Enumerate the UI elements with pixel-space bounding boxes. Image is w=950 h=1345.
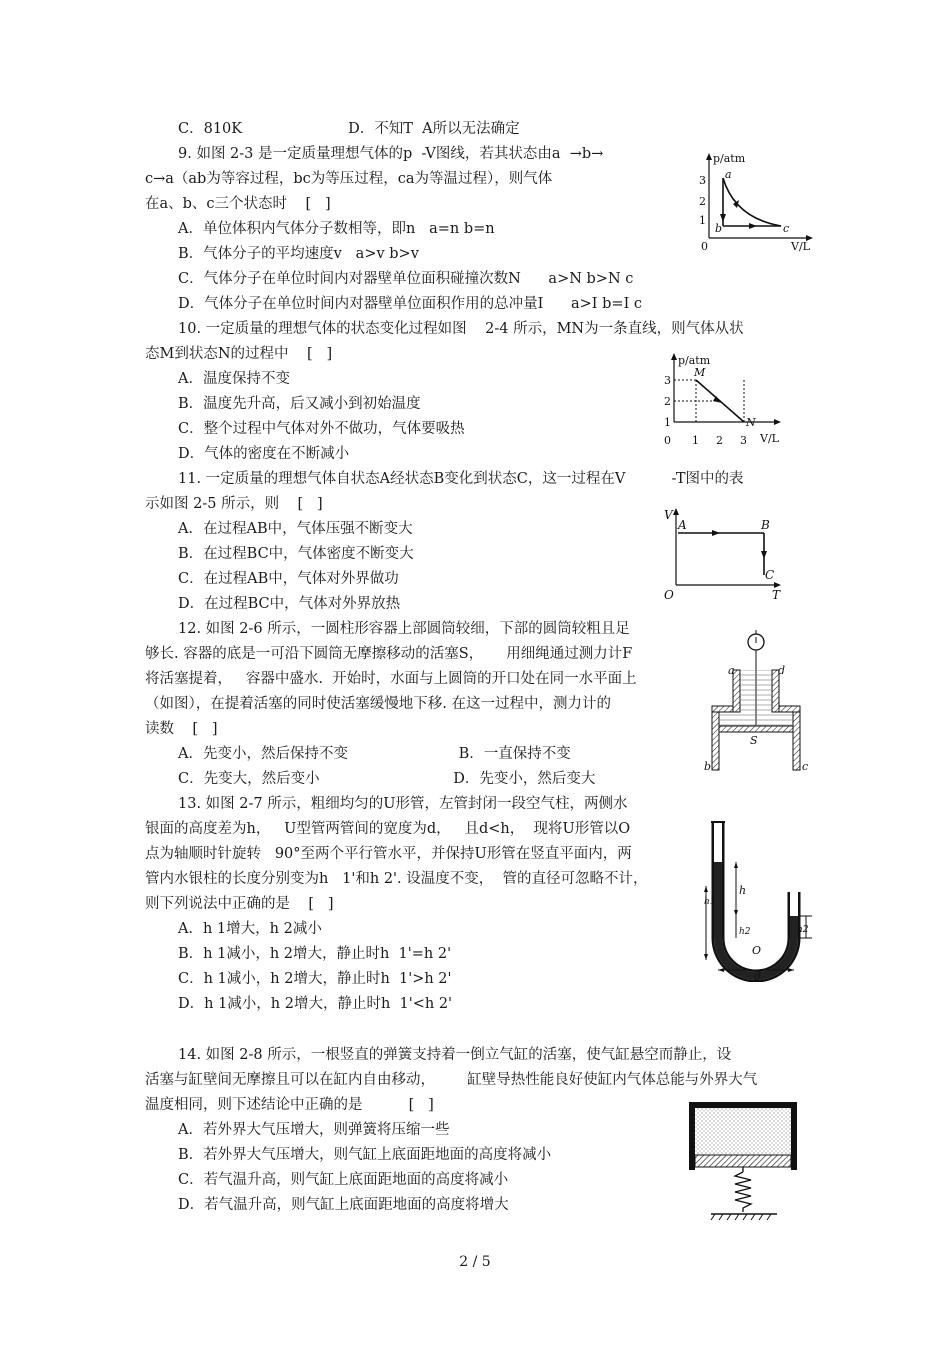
x-axis-label: V/L xyxy=(791,240,810,253)
figure-2-4 xyxy=(660,350,785,455)
text-line: B．h 1减小，h 2增大，静止时h 1'=h 2' xyxy=(178,946,452,962)
origin-label: O xyxy=(664,588,674,602)
text-line: B．温度先升高，后又减小到初始温度 xyxy=(178,396,421,412)
text-line: 够长. 容器的底是一可沿下圆筒无摩擦移动的活塞S， 用细绳通过测力计F xyxy=(145,646,633,662)
text-line: 银面的高度差为h， U型管两管间的宽度为d， 且d<h， 现将U形管以O xyxy=(145,821,631,837)
point-label: B xyxy=(761,518,770,532)
text-line: D．在过程BC中，气体对外界放热 xyxy=(178,596,401,612)
text-line: 将活塞提着， 容器中盛水. 开始时，水面与上圆筒的开口处在同一水平面上 xyxy=(145,671,637,687)
text-line: 则下列说法中正确的是 [ ] xyxy=(145,896,334,912)
text-line: C．气体分子在单位时间内对器壁单位面积碰撞次数N a>N b>N c xyxy=(178,271,634,287)
label-h: h xyxy=(739,884,747,897)
text-line: c→a（ab为等容过程，bc为等压过程，ca为等温过程），则气体 xyxy=(145,171,553,187)
text-line: 读数 [ ] xyxy=(145,721,218,737)
label-h2: h2 xyxy=(797,925,809,935)
figure-2-3 xyxy=(695,150,815,255)
text-line: C．先变大，然后变小 D．先变小，然后变大 xyxy=(178,771,596,787)
tick-label: 2 xyxy=(716,434,723,447)
text-line: 点为轴顺时针旋转 90°至两个平行管水平，并保持U形管在竖直平面内，两 xyxy=(145,846,632,862)
tick-label: 0 xyxy=(664,434,671,447)
text-line: C．810K D．不知T A所以无法确定 xyxy=(178,121,520,137)
label-d: d xyxy=(778,664,786,677)
text-line: （如图），在提着活塞的同时使活塞缓慢地下移. 在这一过程中，测力计的 xyxy=(145,696,611,712)
text-line: A．温度保持不变 xyxy=(178,371,290,387)
point-label: a xyxy=(725,168,732,181)
text-line: 活塞与缸壁间无摩擦且可以在缸内自由移动， 缸壁导热性能良好使缸内气体总能与外界大气 xyxy=(145,1072,758,1088)
text-line: 10. 一定质量的理想气体的状态变化过程如图 2-4 所示，MN为一条直线，则气体从状 xyxy=(178,321,744,337)
text-line: 管内水银柱的长度分别变为h 1'和h 2'. 设温度不变， 管的直径可忽略不计， xyxy=(145,871,648,887)
tick-label: 3 xyxy=(699,174,706,187)
figure-2-5 xyxy=(660,505,785,605)
text-line: B．若外界大气压增大，则气缸上底面距地面的高度将减小 xyxy=(178,1147,552,1163)
point-label: N xyxy=(746,416,756,429)
label-c: c xyxy=(802,760,809,773)
text-line: 11. 一定质量的理想气体自状态A经状态B变化到状态C，这一过程在V -T图中的表 xyxy=(178,471,744,487)
text-line: 示如图 2-5 所示，则 [ ] xyxy=(145,496,323,512)
text-line: D．若气温升高，则气缸上底面距地面的高度将增大 xyxy=(178,1197,509,1213)
label-a: a xyxy=(728,664,735,677)
text-line: 9. 如图 2-3 是一定质量理想气体的p -V图线，若其状态由a →b→ xyxy=(178,146,604,162)
text-line: B．在过程BC中，气体密度不断变大 xyxy=(178,546,414,562)
figure-2-6 xyxy=(700,628,810,778)
text-line: C．若气温升高，则气缸上底面距地面的高度将减小 xyxy=(178,1172,509,1188)
point-label: b xyxy=(715,222,723,235)
label-O: O xyxy=(752,944,762,957)
tick-label: 2 xyxy=(699,195,706,208)
text-line: 温度相同，则下述结论中正确的是 [ ] xyxy=(145,1097,434,1113)
label-h2: h2 xyxy=(739,927,751,937)
tick-label: 3 xyxy=(740,434,747,447)
y-axis-label: p/atm xyxy=(713,152,746,165)
text-line: 13. 如图 2-7 所示，粗细均匀的U形管，左管封闭一段空气柱，两侧水 xyxy=(178,796,628,812)
page-number: 2 / 5 xyxy=(459,1254,491,1270)
figure-2-8 xyxy=(685,1100,805,1230)
tick-label: 3 xyxy=(664,374,671,387)
text-line: 在a、b、c三个状态时 [ ] xyxy=(145,196,331,212)
tick-label: 2 xyxy=(664,395,671,408)
text-line: A．先变小，然后保持不变 B．一直保持不变 xyxy=(178,746,571,762)
text-line: B．气体分子的平均速度v a>v b>v xyxy=(178,246,419,262)
x-axis-label: V/L xyxy=(760,432,779,445)
text-line: D．气体的密度在不断减小 xyxy=(178,446,350,462)
text-line: 12. 如图 2-6 所示，一圆柱形容器上部圆筒较细，下部的圆筒较粗且足 xyxy=(178,621,630,637)
tick-label: 1 xyxy=(692,434,699,447)
y-axis-label: p/atm xyxy=(678,354,711,367)
text-line: 14. 如图 2-8 所示，一根竖直的弹簧支持着一倒立气缸的活塞，使气缸悬空而静止，设 xyxy=(178,1047,732,1063)
label-S: S xyxy=(750,734,758,747)
y-axis-label: V xyxy=(664,508,673,522)
point-label: M xyxy=(694,366,706,379)
text-line: A．单位体积内气体分子数相等，即n a=n b=n xyxy=(178,221,495,237)
text-line: D．h 1减小，h 2增大，静止时h 1'<h 2' xyxy=(178,996,453,1012)
tick-label: 1 xyxy=(699,214,706,227)
tick-label: 1 xyxy=(664,416,671,429)
text-line: A．若外界大气压增大，则弹簧将压缩一些 xyxy=(178,1122,450,1138)
point-label: C xyxy=(765,568,775,582)
text-line: A．h 1增大，h 2减小 xyxy=(178,921,322,937)
text-line: A．在过程AB中，气体压强不断变大 xyxy=(178,521,413,537)
label-b: b xyxy=(704,760,712,773)
text-line: C．h 1减小，h 2增大，静止时h 1'>h 2' xyxy=(178,971,452,987)
text-line: C．整个过程中气体对外不做功，气体要吸热 xyxy=(178,421,465,437)
text-line: C．在过程AB中，气体对外界做功 xyxy=(178,571,399,587)
origin-label: 0 xyxy=(701,240,708,253)
point-label: c xyxy=(783,222,790,235)
text-line: 态M到状态N的过程中 [ ] xyxy=(145,346,333,362)
x-axis-label: T xyxy=(772,588,781,602)
label-h1: h1 xyxy=(704,897,716,907)
point-label: A xyxy=(678,518,687,532)
label-d: d xyxy=(754,970,762,982)
text-line: D．气体分子在单位时间内对器壁单位面积作用的总冲量I a>I b=I c xyxy=(178,296,643,312)
figure-2-7 xyxy=(702,812,817,982)
